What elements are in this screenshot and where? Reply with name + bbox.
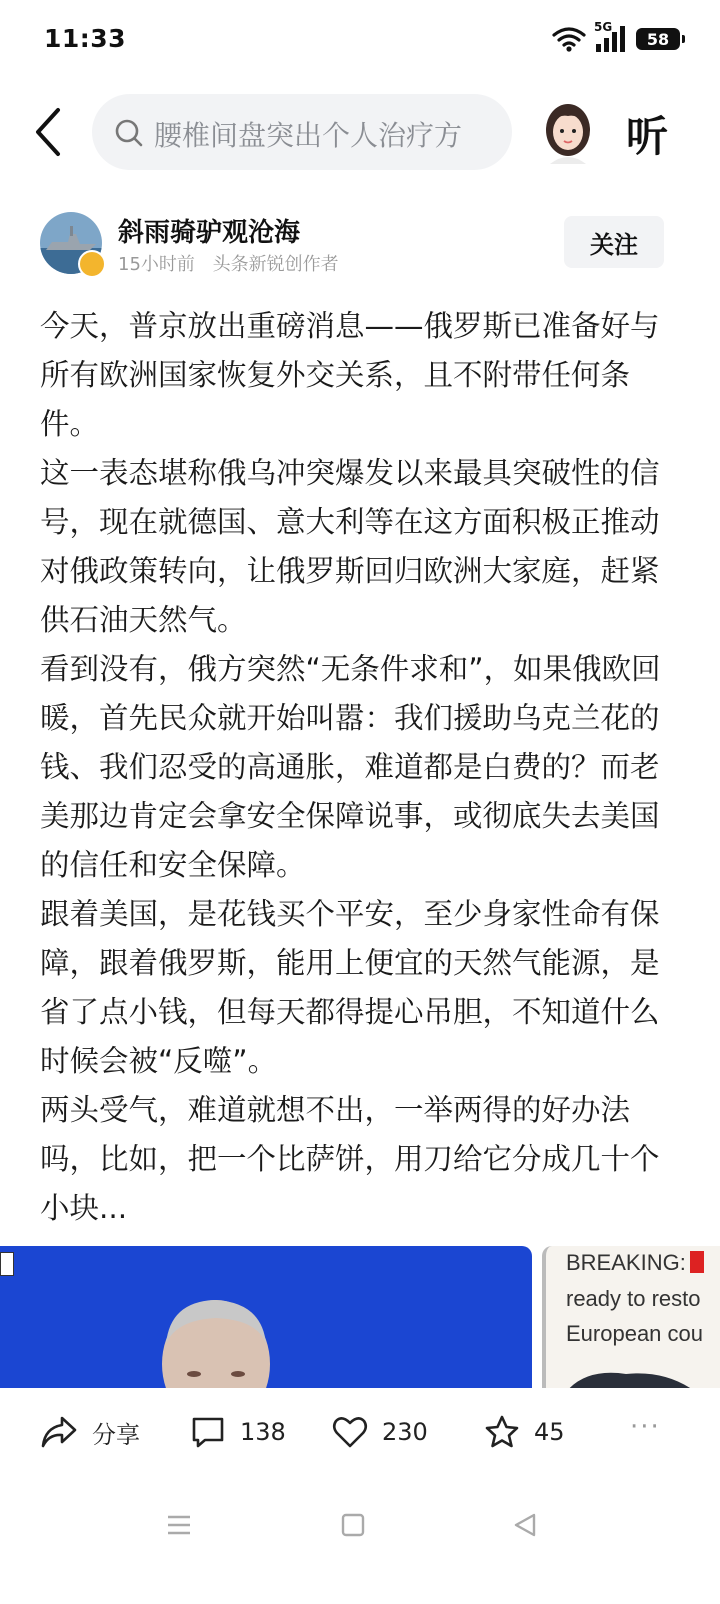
network-type: 5G (594, 20, 613, 34)
back-triangle-icon[interactable] (510, 1510, 540, 1540)
like-count: 230 (382, 1418, 428, 1446)
article-paragraph: 这一表态堪称俄乌冲突爆发以来最具突破性的信号，现在就德国、意大利等在这方面积极正推动对俄政策转向，让俄罗斯回归欧洲大家庭，赶紧供石油天然气。 (40, 456, 660, 637)
comment-button[interactable] (190, 1412, 286, 1452)
battery-level: 58 (646, 29, 670, 49)
article-paragraph: 跟着美国，是花钱买个平安，至少身家性命有保障，跟着俄罗斯，能用上便宜的天然气能源，是省了点小钱，但每天都得提心吊胆，不知道什么时候会被“反噬”。 (40, 897, 660, 1078)
comment-count: 138 (240, 1418, 286, 1446)
menu-icon[interactable] (164, 1510, 194, 1540)
home-icon[interactable] (338, 1510, 368, 1540)
article-paragraph: 今天，普京放出重磅消息——俄罗斯已准备好与所有欧洲国家恢复外交关系，且不附带任何条件。 (40, 309, 660, 441)
system-nav-bar (0, 1490, 720, 1560)
status-time: 11:33 (44, 24, 127, 53)
article-paragraph: 看到没有，俄方突然“无条件求和”，如果俄欧回暖，首先民众就开始叫嚣：我们援助乌克兰花的钱、我们忍受的高通胀，难道都是白费的？而老美那边肯定会拿安全保障说事，或彻底失去美国的信任和安全保障。 (40, 652, 661, 882)
battery-indicator (636, 28, 680, 50)
favorite-count: 45 (534, 1418, 565, 1446)
article-image-1[interactable] (0, 1246, 532, 1388)
creator-badge-icon (78, 250, 106, 278)
more-icon[interactable]: ··· (630, 1412, 661, 1442)
author-name[interactable]: 斜雨骑驴观沧海 (118, 218, 301, 248)
article-image-2[interactable] (542, 1246, 720, 1388)
top-bar (0, 90, 720, 174)
heart-icon (332, 1415, 368, 1449)
article-images (0, 1246, 720, 1388)
search-bar[interactable] (92, 94, 512, 170)
back-arrow-icon[interactable] (28, 104, 72, 160)
star-icon (484, 1414, 520, 1450)
image-caption-line: European cou (566, 1321, 703, 1346)
follow-button[interactable]: 关注 (564, 216, 664, 268)
listen-button[interactable]: 听 (626, 112, 669, 161)
wifi-icon (552, 26, 586, 52)
flag-icon (690, 1251, 704, 1273)
author-meta (118, 250, 339, 276)
action-bar (0, 1388, 720, 1478)
share-label: 分享 (92, 1420, 140, 1449)
article-body (40, 302, 670, 1233)
share-icon (40, 1414, 78, 1450)
avatar[interactable] (542, 100, 594, 164)
status-bar (0, 0, 720, 80)
search-placeholder: 腰椎间盘突出个人治疗方 (154, 119, 463, 152)
author-title: 头条新锐创作者 (212, 254, 339, 275)
search-icon (114, 118, 144, 148)
article-paragraph: 两头受气，难道就想不出，一举两得的好办法吗，比如，把一个比萨饼，用刀给它分成几十个小块... (40, 1093, 660, 1225)
favorite-button[interactable] (484, 1412, 565, 1452)
author-row (0, 206, 720, 286)
post-time: 15小时前 (118, 254, 195, 275)
signal-icon (594, 20, 628, 54)
status-icons (552, 20, 680, 54)
share-button[interactable] (40, 1412, 140, 1452)
comment-icon (190, 1414, 226, 1450)
image-caption-line: BREAKING: (566, 1250, 686, 1275)
like-button[interactable] (332, 1412, 428, 1452)
image-caption-line: ready to resto (566, 1286, 701, 1311)
